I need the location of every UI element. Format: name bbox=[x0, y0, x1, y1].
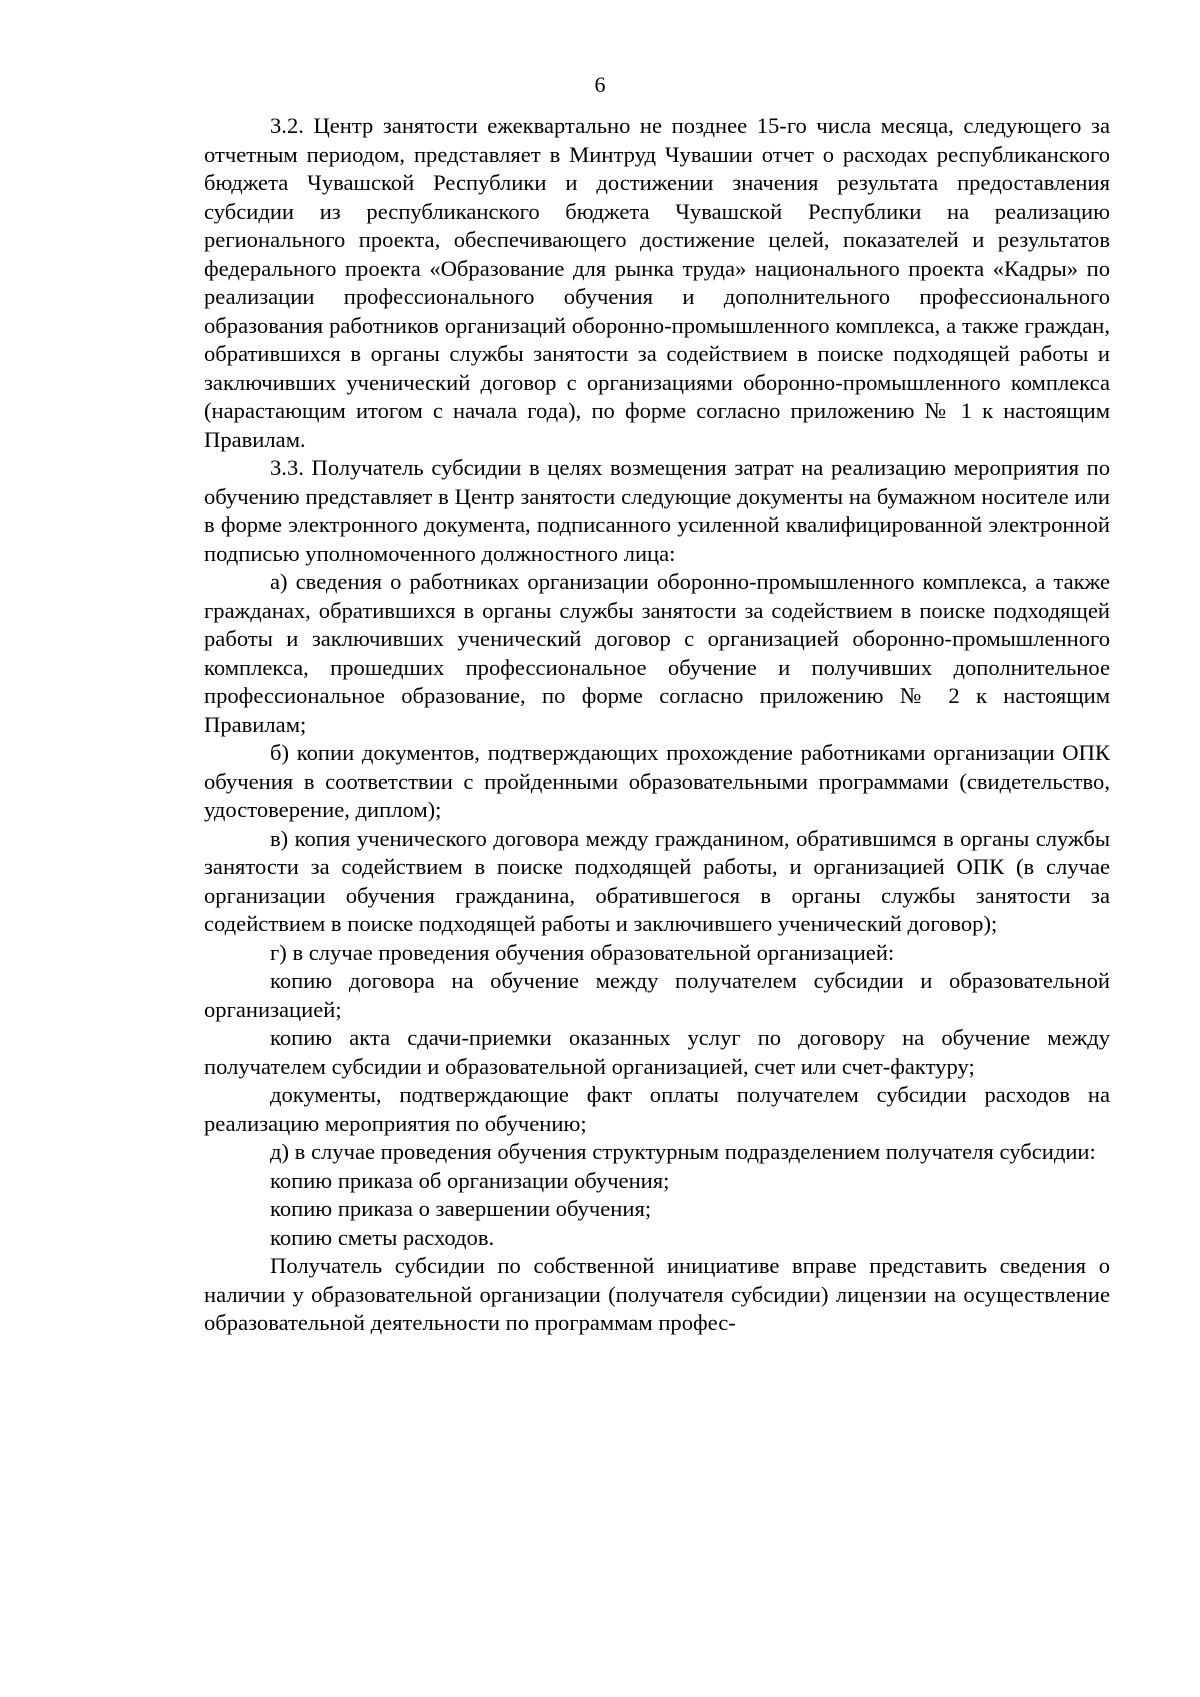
sub-item-cost-estimate: копию сметы расходов. bbox=[270, 1224, 495, 1250]
list-item-b-certificate-copies: б) копии документов, подтверждающих прохождение работниками организации ОПК обучения в соответствии с пройденными образовательными программами (свидетельство, удостоверение, диплом); bbox=[204, 740, 1110, 822]
paragraph-3-2-report: 3.2. Центр занятости ежеквартально не позднее 15-го числа месяца, следующего за отчетным периодом, представляет в Минтруд Чувашии отчет о расходах республиканского бюджета Чувашской Республики и достижении значения результата предоставления субсидии из республиканского бюджета Чувашской Республики на реализацию регионального проекта, обеспечивающего достижение целей, показателей и результатов федерального проекта «Образование для рынка труда» национального проекта «Кадры» по реализации профессионального обучения и дополнительного профессионального образования работников организаций оборонно-промышленного комплекса, а также граждан, обратившихся в органы службы занятости за содействием в поиске подходящей работы и заключивших ученический договор с организациями оборонно-промышленного комплекса (нарастающим итогом с начала года), по форме согласно приложению № 1 к настоящим Правилам. bbox=[204, 113, 1110, 452]
sub-item-order-organization: копию приказа об организации обучения; bbox=[270, 1167, 670, 1193]
document-body bbox=[204, 112, 1110, 1338]
paragraph-3-3-documents: 3.3. Получатель субсидии в целях возмещения затрат на реализацию мероприятия по обучению представляет в Центр занятости следующие документы на бумажном носителе или в форме электронного документа, подписанного усиленной квалифицированной электронной подписью уполномоченного должностного лица: bbox=[204, 455, 1110, 566]
list-item-d-structural-unit: д) в случае проведения обучения структурным подразделением получателя субсидии: bbox=[270, 1139, 1096, 1164]
sub-item-order-completion: копию приказа о завершении обучения; bbox=[270, 1196, 652, 1221]
list-item-g-educational-org: г) в случае проведения обучения образовательной организацией: bbox=[270, 939, 895, 965]
sub-item-acceptance-act: копию акта сдачи-приемки оказанных услуг по договору на обучение между получателем субсидии и образовательной организацией, счет или счет-фактуру; bbox=[204, 1025, 1110, 1079]
paragraph-license-info: Получатель субсидии по собственной инициативе вправе представить сведения о наличии у образовательной организации (получателя субсидии) лицензии на осуществление образовательной деятельности по программам профес- bbox=[204, 1253, 1110, 1335]
sub-item-payment-documents: документы, подтверждающие факт оплаты получателем субсидии расходов на реализацию мероприятия по обучению; bbox=[204, 1082, 1110, 1136]
sub-item-training-contract: копию договора на обучение между получателем субсидии и образовательной организацией; bbox=[204, 968, 1110, 1022]
page-number: 6 bbox=[594, 72, 606, 97]
list-item-v-apprentice-contract: в) копия ученического договора между гражданином, обратившимся в органы службы занятости за содействием в поиске подходящей работы, и организацией ОПК (в случае организации обучения гражданина, обратившегося в органы службы занятости за содействием в поиске подходящей работы и заключившего ученический договор); bbox=[204, 825, 1110, 936]
list-item-a-employee-info: а) сведения о работниках организации оборонно-промышленного комплекса, а также гражданах, обратившихся в органы службы занятости за содействием в поиске подходящей работы и заключивших ученический договор с организацией оборонно-промышленного комплекса, прошедших профессиональное обучение и получивших дополнительное профессиональное образование, по форме согласно приложению № 2 к настоящим Правилам; bbox=[204, 569, 1110, 737]
